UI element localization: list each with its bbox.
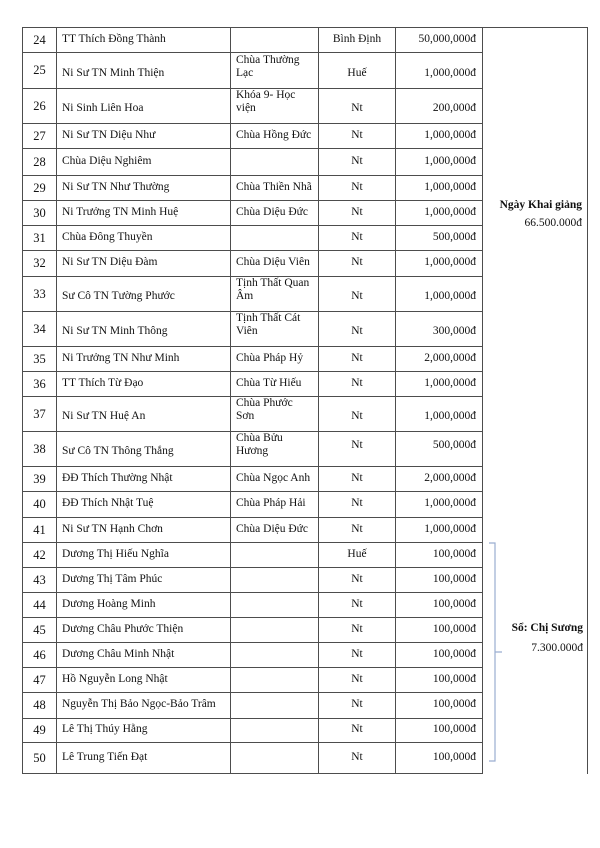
cell-number: 30	[23, 201, 57, 226]
cell-location: Chùa Pháp Hỷ	[231, 347, 319, 372]
cell-province: Nt	[319, 176, 396, 201]
cell-province: Nt	[319, 492, 396, 518]
cell-location	[231, 149, 319, 176]
cell-name: Ni Sinh Liên Hoa	[57, 89, 231, 124]
cell-amount: 100,000đ	[396, 618, 483, 643]
cell-name: Ni Sư TN Diệu Như	[57, 124, 231, 149]
cell-name: Dương Châu Minh Nhật	[57, 643, 231, 668]
cell-amount: 1,000,000đ	[396, 176, 483, 201]
cell-number: 44	[23, 593, 57, 618]
cell-province: Nt	[319, 743, 396, 774]
cell-number: 42	[23, 543, 57, 568]
cell-name: Hồ Nguyễn Long Nhật	[57, 668, 231, 693]
cell-name: TT Thích Đồng Thành	[57, 28, 231, 53]
cell-province: Nt	[319, 372, 396, 397]
cell-amount: 200,000đ	[396, 89, 483, 124]
cell-name: Ni Sư TN Diệu Đàm	[57, 251, 231, 277]
cell-number: 39	[23, 467, 57, 492]
cell-amount: 100,000đ	[396, 668, 483, 693]
cell-province: Nt	[319, 719, 396, 743]
cell-number: 37	[23, 397, 57, 432]
cell-amount: 300,000đ	[396, 312, 483, 347]
cell-number: 40	[23, 492, 57, 518]
cell-location	[231, 668, 319, 693]
cell-name: Chùa Diệu Nghiêm	[57, 149, 231, 176]
cell-amount: 100,000đ	[396, 643, 483, 668]
cell-number: 36	[23, 372, 57, 397]
cell-amount: 2,000,000đ	[396, 347, 483, 372]
cell-amount: 100,000đ	[396, 693, 483, 719]
cell-number: 38	[23, 432, 57, 467]
cell-province: Nt	[319, 467, 396, 492]
cell-name: Dương Thị Hiếu Nghĩa	[57, 543, 231, 568]
cell-name: Dương Châu Phước Thiện	[57, 618, 231, 643]
cell-location: Chùa Hồng Đức	[231, 124, 319, 149]
cell-number: 24	[23, 28, 57, 53]
cell-name: Ni Sư TN Minh Thông	[57, 312, 231, 347]
cell-number: 31	[23, 226, 57, 251]
group-label-ledger: Sổ: Chị Sương	[511, 622, 583, 634]
cell-amount: 1,000,000đ	[396, 372, 483, 397]
cell-location: Chùa Thiền Nhã	[231, 176, 319, 201]
cell-number: 47	[23, 668, 57, 693]
cell-location: Chùa Thường Lạc	[231, 53, 319, 89]
cell-location: Khóa 9- Học viện	[231, 89, 319, 124]
cell-name: TT Thích Từ Đạo	[57, 372, 231, 397]
cell-province: Nt	[319, 124, 396, 149]
cell-amount: 1,000,000đ	[396, 518, 483, 543]
cell-province: Nt	[319, 347, 396, 372]
cell-number: 32	[23, 251, 57, 277]
cell-name: Sư Cô TN Thông Thắng	[57, 432, 231, 467]
cell-amount: 1,000,000đ	[396, 277, 483, 312]
cell-location: Chùa Ngọc Anh	[231, 467, 319, 492]
cell-location: Chùa Diệu Viên	[231, 251, 319, 277]
cell-amount: 1,000,000đ	[396, 397, 483, 432]
cell-province: Nt	[319, 397, 396, 432]
cell-number: 25	[23, 53, 57, 89]
cell-province: Nt	[319, 149, 396, 176]
cell-location	[231, 543, 319, 568]
cell-amount: 1,000,000đ	[396, 251, 483, 277]
cell-province: Huế	[319, 53, 396, 89]
cell-location	[231, 28, 319, 53]
cell-province: Nt	[319, 693, 396, 719]
cell-amount: 500,000đ	[396, 226, 483, 251]
cell-number: 45	[23, 618, 57, 643]
cell-number: 48	[23, 693, 57, 719]
cell-province: Bình Định	[319, 28, 396, 53]
cell-province: Nt	[319, 618, 396, 643]
cell-location: Chùa Diệu Đức	[231, 518, 319, 543]
cell-name: Ni Trưởng TN Minh Huệ	[57, 201, 231, 226]
cell-number: 27	[23, 124, 57, 149]
cell-number: 49	[23, 719, 57, 743]
cell-province: Nt	[319, 226, 396, 251]
cell-location: Chùa Bửu Hương	[231, 432, 319, 467]
cell-name: Ni Trưởng TN Như Minh	[57, 347, 231, 372]
cell-amount: 50,000,000đ	[396, 28, 483, 53]
donation-table	[22, 27, 588, 774]
cell-name: Dương Hoàng Minh	[57, 593, 231, 618]
cell-location	[231, 743, 319, 774]
cell-number: 35	[23, 347, 57, 372]
cell-number: 26	[23, 89, 57, 124]
cell-province: Nt	[319, 201, 396, 226]
cell-location	[231, 618, 319, 643]
group-summary-cell	[483, 28, 588, 774]
cell-location	[231, 643, 319, 668]
cell-location	[231, 568, 319, 593]
cell-amount: 100,000đ	[396, 593, 483, 618]
cell-location	[231, 693, 319, 719]
cell-province: Nt	[319, 89, 396, 124]
cell-province: Nt	[319, 593, 396, 618]
cell-number: 34	[23, 312, 57, 347]
cell-name: Ni Sư TN Như Thường	[57, 176, 231, 201]
cell-number: 43	[23, 568, 57, 593]
cell-location: Tịnh Thất Quan Âm	[231, 277, 319, 312]
cell-name: Ni Sư TN Hạnh Chơn	[57, 518, 231, 543]
cell-amount: 1,000,000đ	[396, 492, 483, 518]
cell-province: Nt	[319, 432, 396, 467]
cell-name: ĐĐ Thích Thường Nhật	[57, 467, 231, 492]
cell-province: Nt	[319, 643, 396, 668]
cell-name: ĐĐ Thích Nhật Tuệ	[57, 492, 231, 518]
cell-number: 41	[23, 518, 57, 543]
cell-amount: 1,000,000đ	[396, 124, 483, 149]
cell-amount: 100,000đ	[396, 543, 483, 568]
cell-province: Nt	[319, 251, 396, 277]
cell-province: Nt	[319, 277, 396, 312]
cell-number: 33	[23, 277, 57, 312]
cell-province: Nt	[319, 312, 396, 347]
cell-location: Chùa Diệu Đức	[231, 201, 319, 226]
cell-province: Nt	[319, 518, 396, 543]
cell-name: Sư Cô TN Tường Phước	[57, 277, 231, 312]
cell-amount: 1,000,000đ	[396, 53, 483, 89]
cell-name: Ni Sư TN Minh Thiện	[57, 53, 231, 89]
cell-amount: 100,000đ	[396, 719, 483, 743]
cell-name: Chùa Đông Thuyền	[57, 226, 231, 251]
cell-location	[231, 226, 319, 251]
cell-amount: 500,000đ	[396, 432, 483, 467]
cell-amount: 1,000,000đ	[396, 201, 483, 226]
group-label-opening-day: Ngày Khai giảng	[499, 199, 582, 211]
table-row	[23, 28, 588, 53]
cell-location: Chùa Phước Sơn	[231, 397, 319, 432]
cell-location: Chùa Từ Hiếu	[231, 372, 319, 397]
cell-name: Dương Thị Tâm Phúc	[57, 568, 231, 593]
cell-location: Tịnh Thất Cát Viên	[231, 312, 319, 347]
cell-name: Lê Thị Thúy Hằng	[57, 719, 231, 743]
cell-name: Nguyễn Thị Bảo Ngọc-Bảo Trâm	[57, 693, 231, 719]
cell-location	[231, 719, 319, 743]
cell-amount: 100,000đ	[396, 743, 483, 774]
cell-amount: 2,000,000đ	[396, 467, 483, 492]
donation-table-body	[23, 28, 588, 774]
cell-number: 28	[23, 149, 57, 176]
group-total-ledger: 7.300.000đ	[531, 642, 583, 654]
cell-amount: 1,000,000đ	[396, 149, 483, 176]
cell-number: 29	[23, 176, 57, 201]
group-total-opening-day: 66.500.000đ	[524, 217, 582, 229]
cell-location: Chùa Pháp Hải	[231, 492, 319, 518]
cell-number: 46	[23, 643, 57, 668]
cell-name: Ni Sư TN Huệ An	[57, 397, 231, 432]
cell-province: Huế	[319, 543, 396, 568]
cell-province: Nt	[319, 668, 396, 693]
cell-name: Lê Trung Tiến Đạt	[57, 743, 231, 774]
cell-number: 50	[23, 743, 57, 774]
cell-amount: 100,000đ	[396, 568, 483, 593]
cell-province: Nt	[319, 568, 396, 593]
cell-location	[231, 593, 319, 618]
